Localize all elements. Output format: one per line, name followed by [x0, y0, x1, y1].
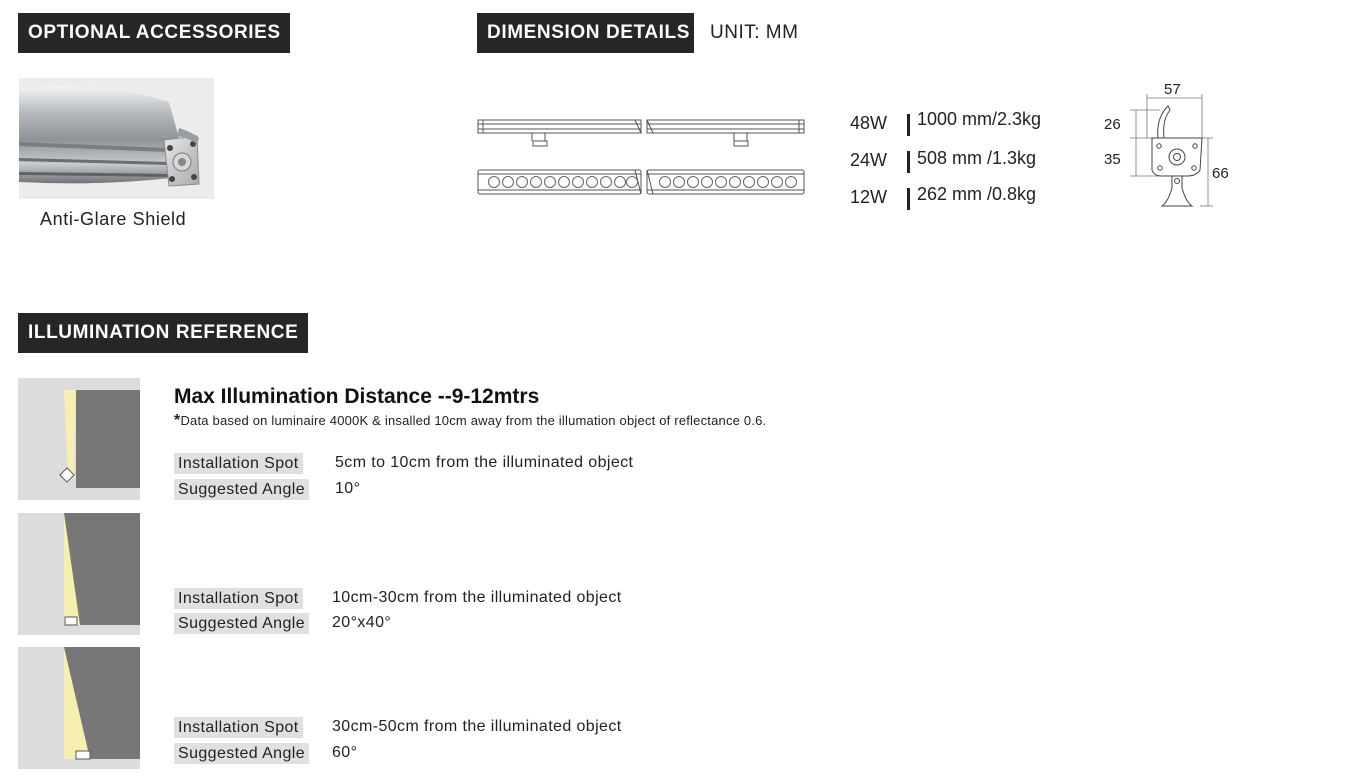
- footnote-text: Data based on luminaire 4000K & insalled 10cm away from the illumation object of reflectance 0.6.: [180, 413, 767, 428]
- suggested-angle-label: Suggested Angle: [174, 479, 309, 500]
- unit-label: UNIT: MM: [710, 22, 799, 43]
- spec-value: 1000 mm/2.3kg: [917, 109, 1042, 129]
- installation-spot-value: 10cm-30cm from the illuminated object: [332, 589, 622, 606]
- spec-separator: [907, 114, 910, 136]
- dimension-top: 26: [1104, 116, 1121, 133]
- dimension-width: 57: [1164, 81, 1181, 98]
- spec-row-12w: [850, 184, 1070, 211]
- suggested-angle-label: Suggested Angle: [174, 613, 309, 634]
- cross-section-diagram: [1100, 80, 1240, 215]
- spec-value: 508 mm /1.3kg: [917, 148, 1037, 168]
- wall-wash-20x40deg-illustration: [18, 513, 140, 635]
- spec-separator: [907, 151, 910, 173]
- spec-value: 262 mm /0.8kg: [917, 184, 1037, 204]
- wall-wash-10deg-illustration: [18, 378, 140, 500]
- spec-row-24w: [850, 150, 1070, 174]
- illumination-diagram-60deg: [18, 647, 140, 769]
- max-distance-title: Max Illumination Distance --9-12mtrs: [174, 385, 540, 408]
- suggested-angle-value: 20°x40°: [332, 614, 392, 631]
- installation-spot-label: Installation Spot: [174, 588, 303, 609]
- installation-spot-label: Installation Spot: [174, 717, 303, 738]
- fixture-line-drawing: [477, 114, 807, 198]
- suggested-angle-label: Suggested Angle: [174, 743, 309, 764]
- installation-spot-value: 30cm-50cm from the illuminated object: [332, 718, 622, 735]
- spec-watt: 24W: [850, 150, 888, 170]
- anti-glare-shield-caption: Anti-Glare Shield: [40, 209, 187, 229]
- wall-wash-60deg-illustration: [18, 647, 140, 769]
- illumination-diagram-20x40deg: [18, 513, 140, 635]
- cross-section-drawing: [1100, 80, 1240, 215]
- anti-glare-shield-illustration: [19, 78, 214, 199]
- dimension-heading: DIMENSION DETAILS: [477, 13, 694, 53]
- dimension-middle: 35: [1104, 151, 1121, 168]
- data-footnote: [174, 412, 766, 430]
- illumination-heading: ILLUMINATION REFERENCE: [18, 313, 308, 353]
- anti-glare-shield-image: [19, 78, 214, 199]
- suggested-angle-value: 10°: [335, 480, 361, 497]
- dimension-height: 66: [1212, 165, 1229, 182]
- installation-spot-value: 5cm to 10cm from the illuminated object: [335, 454, 634, 471]
- suggested-angle-value: 60°: [332, 744, 358, 761]
- spec-separator: [907, 188, 910, 210]
- fixture-drawing: [477, 114, 807, 198]
- installation-spot-label: Installation Spot: [174, 453, 303, 474]
- accessories-heading: OPTIONAL ACCESSORIES: [18, 13, 290, 53]
- spec-watt: 48W: [850, 113, 888, 133]
- illumination-diagram-10deg: [18, 378, 140, 500]
- spec-row-48w: [850, 109, 1070, 137]
- footnote-mark: *: [174, 412, 181, 429]
- spec-watt: 12W: [850, 187, 888, 207]
